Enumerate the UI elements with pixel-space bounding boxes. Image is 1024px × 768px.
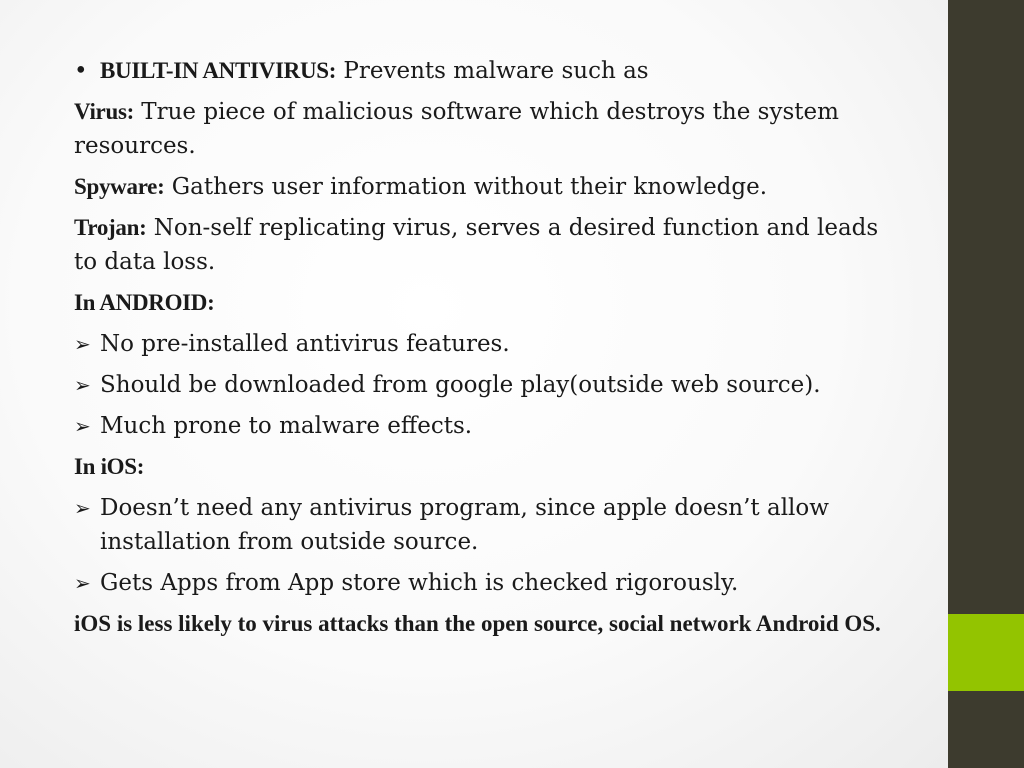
arrow-bullet-icon: ➢: [74, 373, 91, 397]
intro-term: BUILT-IN ANTIVIRUS:: [100, 58, 337, 83]
ios-heading: In iOS:: [74, 454, 145, 479]
android-item-text: Should be downloaded from google play(outside web source).: [100, 372, 821, 398]
virus-text: True piece of malicious software which destroys the system resources.: [74, 99, 839, 159]
spyware-text: Gathers user information without their knowledge.: [164, 174, 768, 200]
android-item-text: No pre-installed antivirus features.: [100, 331, 510, 357]
ios-item-text: Gets Apps from App store which is checked rigorously.: [100, 570, 739, 596]
android-item: [74, 327, 894, 361]
android-heading: In ANDROID:: [74, 290, 215, 315]
ios-item: [74, 566, 894, 600]
spyware-term: Spyware:: [74, 174, 165, 199]
arrow-bullet-icon: ➢: [74, 332, 91, 356]
slide-content: [74, 54, 894, 648]
slide-accent-block: [948, 614, 1024, 691]
android-item: [74, 409, 894, 443]
spyware-definition: [74, 170, 894, 204]
virus-term: Virus:: [74, 99, 134, 124]
arrow-bullet-icon: ➢: [74, 414, 91, 438]
trojan-definition: [74, 211, 894, 279]
ios-item: [74, 491, 894, 559]
trojan-text: Non-self replicating virus, serves a desired function and leads to data loss.: [74, 215, 879, 275]
trojan-term: Trojan:: [74, 215, 147, 240]
arrow-bullet-icon: ➢: [74, 496, 91, 520]
ios-item-text: Doesn’t need any antivirus program, since apple doesn’t allow installation from outside source.: [100, 495, 829, 555]
android-item: [74, 368, 894, 402]
dot-bullet-icon: •: [74, 58, 88, 84]
intro-line: [74, 54, 894, 88]
android-item-text: Much prone to malware effects.: [100, 413, 473, 439]
virus-definition: [74, 95, 894, 163]
conclusion-text: iOS is less likely to virus attacks than the open source, social network Android OS.: [74, 611, 881, 636]
intro-text: Prevents malware such as: [336, 58, 649, 84]
arrow-bullet-icon: ➢: [74, 571, 91, 595]
